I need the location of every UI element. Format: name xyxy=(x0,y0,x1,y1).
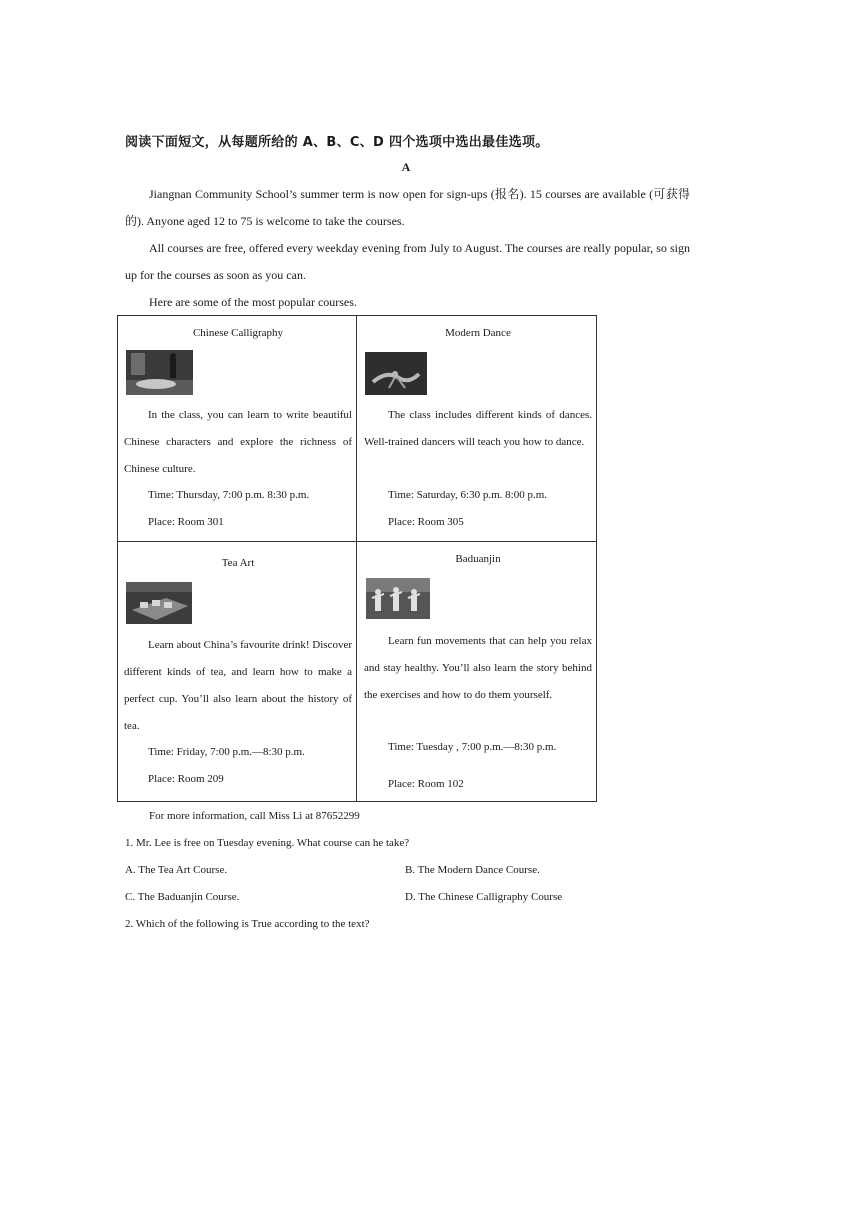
course-place-calligraphy: Place: Room 301 xyxy=(148,516,224,528)
more-info: For more information, call Miss Li at 87652299 xyxy=(149,810,360,822)
course-desc-calligraphy: In the class, you can learn to write beautiful Chinese characters and explore the richness of Chinese culture. xyxy=(124,409,352,475)
instruction: 阅读下面短文，从每题所给的 A、B、C、D 四个选项中选出最佳选项。 xyxy=(125,135,549,150)
baduanjin-photo xyxy=(366,578,430,619)
intro-paragraph-2: All courses are free, offered every weekday evening from July to August. The courses are really popular, so sign up for the courses as soon as you can. xyxy=(125,241,690,282)
table-divider-vertical xyxy=(356,315,357,802)
question-1-option-b: B. The Modern Dance Course. xyxy=(405,864,540,876)
table-divider-horizontal xyxy=(117,541,597,542)
course-title-calligraphy: Chinese Calligraphy xyxy=(192,327,284,339)
intro-paragraph-3: Here are some of the most popular courses. xyxy=(149,295,357,309)
section-label: A xyxy=(401,160,411,174)
course-time-baduanjin: Time: Tuesday , 7:00 p.m.—8:30 p.m. xyxy=(388,741,557,753)
course-desc-modern-dance: The class includes different kinds of dances. Well-trained dancers will teach you how to dance. xyxy=(364,409,592,448)
question-1-option-d: D. The Chinese Calligraphy Course xyxy=(405,891,563,903)
tea-art-photo xyxy=(126,582,192,624)
course-time-calligraphy: Time: Thursday, 7:00 p.m. 8:30 p.m. xyxy=(148,489,310,501)
question-1: 1. Mr. Lee is free on Tuesday evening. What course can he take? xyxy=(125,837,410,849)
course-time-modern-dance: Time: Saturday, 6:30 p.m. 8:00 p.m. xyxy=(388,489,547,501)
calligraphy-photo xyxy=(126,350,193,395)
course-title-modern-dance: Modern Dance xyxy=(445,327,511,339)
course-desc-tea-art: Learn about China’s favourite drink! Discover different kinds of tea, and learn how to make a perfect cup. You’ll also learn about the history of tea. xyxy=(124,639,352,732)
intro-paragraph-1: Jiangnan Community School’s summer term is now open for sign-ups (报名). 15 courses are available (可获得的). Anyone aged 12 to 75 is welcome to take the courses. xyxy=(125,187,690,228)
modern-dance-photo xyxy=(365,352,427,395)
course-place-baduanjin: Place: Room 102 xyxy=(388,778,464,790)
course-desc-baduanjin: Learn fun movements that can help you relax and stay healthy. You’ll also learn the story behind the exercises and how to do them yourself. xyxy=(364,635,592,701)
question-2: 2. Which of the following is True according to the text? xyxy=(125,918,370,930)
course-place-tea-art: Place: Room 209 xyxy=(148,773,224,785)
course-place-modern-dance: Place: Room 305 xyxy=(388,516,464,528)
course-title-baduanjin: Baduanjin xyxy=(455,553,501,565)
course-time-tea-art: Time: Friday, 7:00 p.m.—8:30 p.m. xyxy=(148,746,305,758)
question-1-option-a: A. The Tea Art Course. xyxy=(125,864,228,876)
question-1-option-c: C. The Baduanjin Course. xyxy=(125,891,240,903)
course-title-tea-art: Tea Art xyxy=(221,557,255,569)
